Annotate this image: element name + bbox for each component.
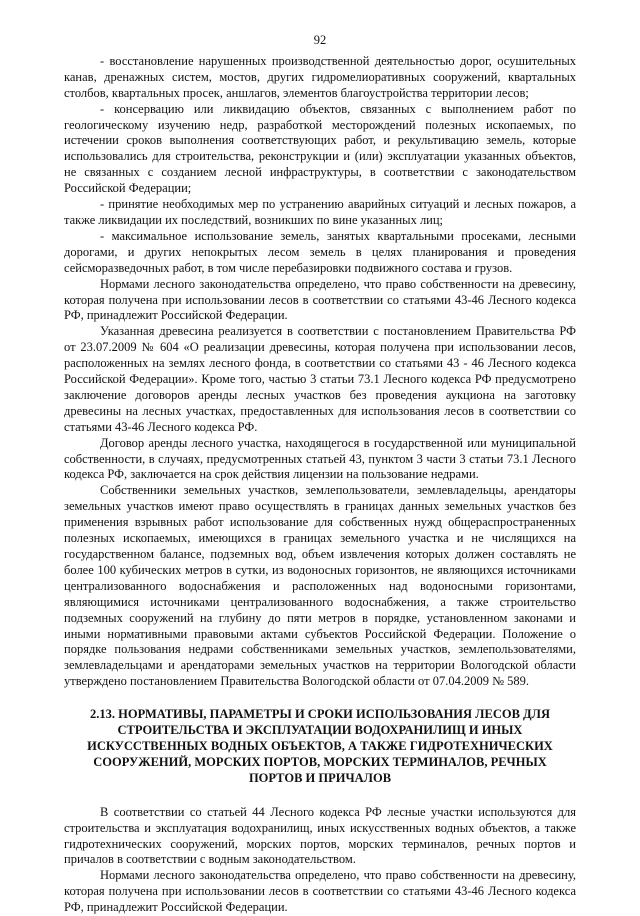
- document-page: [64, 33, 576, 916]
- paragraph-wood-ownership-repeat: Нормами лесного законодательства определено, что право собственности на древесину, которая получена при использовании лесов в соответствии со статьями 43-46 Лесного кодекса РФ, принадлежит Российской Федерации.: [64, 868, 576, 915]
- paragraph-lease-agreement: Договор аренды лесного участка, находящегося в государственной или муниципальной собственности, в случаях, предусмотренных статьей 43, пунктом 3 части 3 статьи 73.1 Лесного кодекса РФ, заключается на срок действия лицензии на пользование недрами.: [64, 435, 576, 482]
- paragraph-landowners-rights: Собственники земельных участков, землепользователи, землевладельцы, арендаторы земельных участков имеют право осуществлять в границах данных земельных участков без применения взрывных работ использование для собственных нужд общераспространенных полезных ископаемых, имеющихся в границах земельного участка и не числящихся на государственном балансе, подземных вод, объем извлечения которых должен составлять не более 100 кубических метров в сутки, из водоносных горизонтов, не являющихся источниками централизованного водоснабжения и расположенных над водоносными горизонтами, являющимися источниками централизованного водоснабжения, а также строительство подземных сооружений на глубину до пяти метров в порядке, установленном законами и иными нормативными правовыми актами субъектов Российской Федерации. Положение о порядке пользования недрами собственниками земельных участков, землепользователями, землевладельцами и арендаторами земельных участков на территории Вологодской области утверждено постановлением Правительства Вологодской области от 07.04.2009 № 589.: [64, 483, 576, 689]
- paragraph-article-44: В соответствии со статьей 44 Лесного кодекса РФ лесные участки используются для строительства и эксплуатация водохранилищ, иных искусственных водных объектов, а также гидротехнических сооружений, морских портов, морских терминалов, речных портов и причалов в соответствии с водным законодательством.: [64, 804, 576, 867]
- paragraph-emergency-measures: - принятие необходимых мер по устранению аварийных ситуаций и лесных пожаров, а также ликвидации их последствий, возникших по вине указанных лиц;: [64, 197, 576, 227]
- paragraph-wood-sale: Указанная древесина реализуется в соответствии с постановлением Правительства РФ от 23.07.2009 № 604 «О реализации древесины, которая получена при использовании лесов, расположенных на землях лесного фонда, в соответствии со статьями 43 - 46 Лесного кодекса Российской Федерации». Кроме того, частью 3 статьи 73.1 Лесного кодекса РФ предусмотрено заключение договоров аренды лесных участков без проведения аукциона на заготовку древесины на лесных участках, предоставленных для использования лесов в соответствии со статьями 43-46 Лесного кодекса РФ.: [64, 324, 576, 434]
- paragraph-road-restoration: - восстановление нарушенных производственной деятельностью дорог, осушительных канав, дренажных систем, мостов, других гидромелиоративных сооружений, квартальных столбов, квартальных просек, аншлагов, элементов благоустройства территории лесов;: [64, 53, 576, 100]
- paragraph-wood-ownership: Нормами лесного законодательства определено, что право собственности на древесину, которая получена при использовании лесов в соответствии со статьями 43-46 Лесного кодекса РФ, принадлежит Российской Федерации.: [64, 276, 576, 323]
- section-heading: 2.13. НОРМАТИВЫ, ПАРАМЕТРЫ И СРОКИ ИСПОЛЬЗОВАНИЯ ЛЕСОВ ДЛЯ СТРОИТЕЛЬСТВА И ЭКСПЛУАТАЦИИ ВОДОХРАНИЛИЩ И ИНЫХ ИСКУССТВЕННЫХ ВОДНЫХ ОБЪЕКТОВ, А ТАКЖЕ ГИДРОТЕХНИЧЕСКИХ СООРУЖЕНИЙ, МОРСКИХ ПОРТОВ, МОРСКИХ ТЕРМИНАЛОВ, РЕЧНЫХ ПОРТОВ И ПРИЧАЛОВ: [87, 707, 553, 785]
- page-number: 92: [313, 33, 327, 47]
- paragraph-conservation: - консервацию или ликвидацию объектов, связанных с выполнением работ по геологическому изучению недр, разработкой месторождений полезных ископаемых, по истечении сроков выполнения соответствующих работ, и рекультивацию земель, которые использовались для строительства, реконструкции и (или) эксплуатации указанных объектов, не связанных с созданием лесной инфраструктуры, в соответствии с законодательством Российской Федерации;: [64, 101, 576, 196]
- paragraph-land-use: - максимальное использование земель, занятых квартальными просеками, лесными дорогами, и других непокрытых лесом земель в целях планирования и проведения сейсморазведочных работ, в том числе перебазировки подвижного состава и грузов.: [64, 228, 576, 275]
